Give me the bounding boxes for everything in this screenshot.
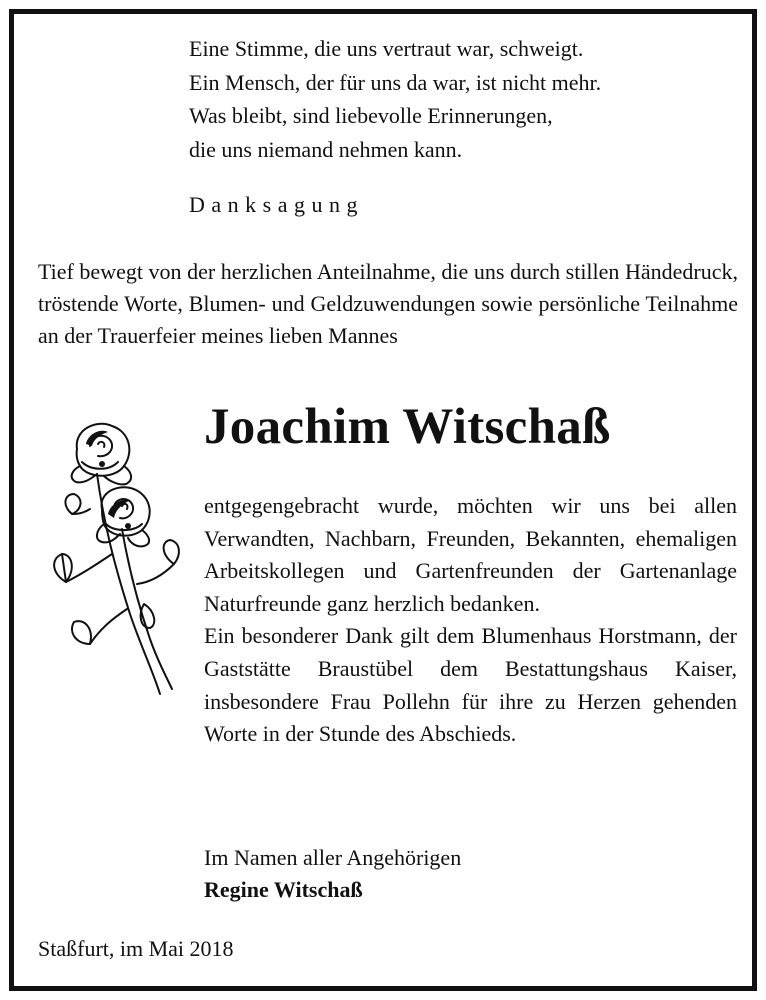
poem-line: Eine Stimme, die uns vertraut war, schweigt. — [189, 36, 584, 61]
signature: Regine Witschaß — [204, 877, 363, 902]
thanks-paragraph: Ein besonderer Dank gilt dem Blumenhaus Horstmann, der Gaststätte Braustübel dem Bestattungshaus Kaiser, insbesondere Frau Pollehn für ihre zu Herzen gehenden Worte in der Stunde des Abschieds. — [204, 623, 737, 747]
intro-text: Tief bewegt von der herzlichen Anteilnahme, die uns durch stillen Händedruck, tröstende Worte, Blumen- und Geldzuwendungen sowie persönliche Teilnahme an der Trauerfeier meines lieben Mannes — [38, 259, 738, 348]
obituary-notice — [9, 9, 757, 991]
poem-line: Ein Mensch, der für uns da war, ist nicht mehr. — [189, 69, 602, 95]
thanks-paragraph: entgegengebracht wurde, möchten wir uns bei allen Verwandten, Nachbarn, Freunden, Bekannten, ehemaligen Arbeitskollegen und Gartenfreunden der Gartenanlage Naturfreunde ganz herzlich bedanken. — [204, 493, 737, 616]
deceased-name: Joachim Witschaß — [204, 399, 611, 455]
poem-line: die uns niemand nehmen kann. — [189, 136, 463, 162]
memorial-poem — [189, 32, 729, 166]
roses-illustration-icon — [42, 414, 182, 704]
signoff-line: Im Namen aller Angehörigen — [204, 845, 462, 870]
signoff-block — [204, 842, 461, 906]
poem-line: Was bleibt, sind liebevolle Erinnerungen, — [189, 103, 553, 128]
thanks-body — [204, 490, 737, 751]
notice-heading: Danksagung — [189, 192, 364, 217]
place-and-date: Staßfurt, im Mai 2018 — [38, 936, 234, 961]
